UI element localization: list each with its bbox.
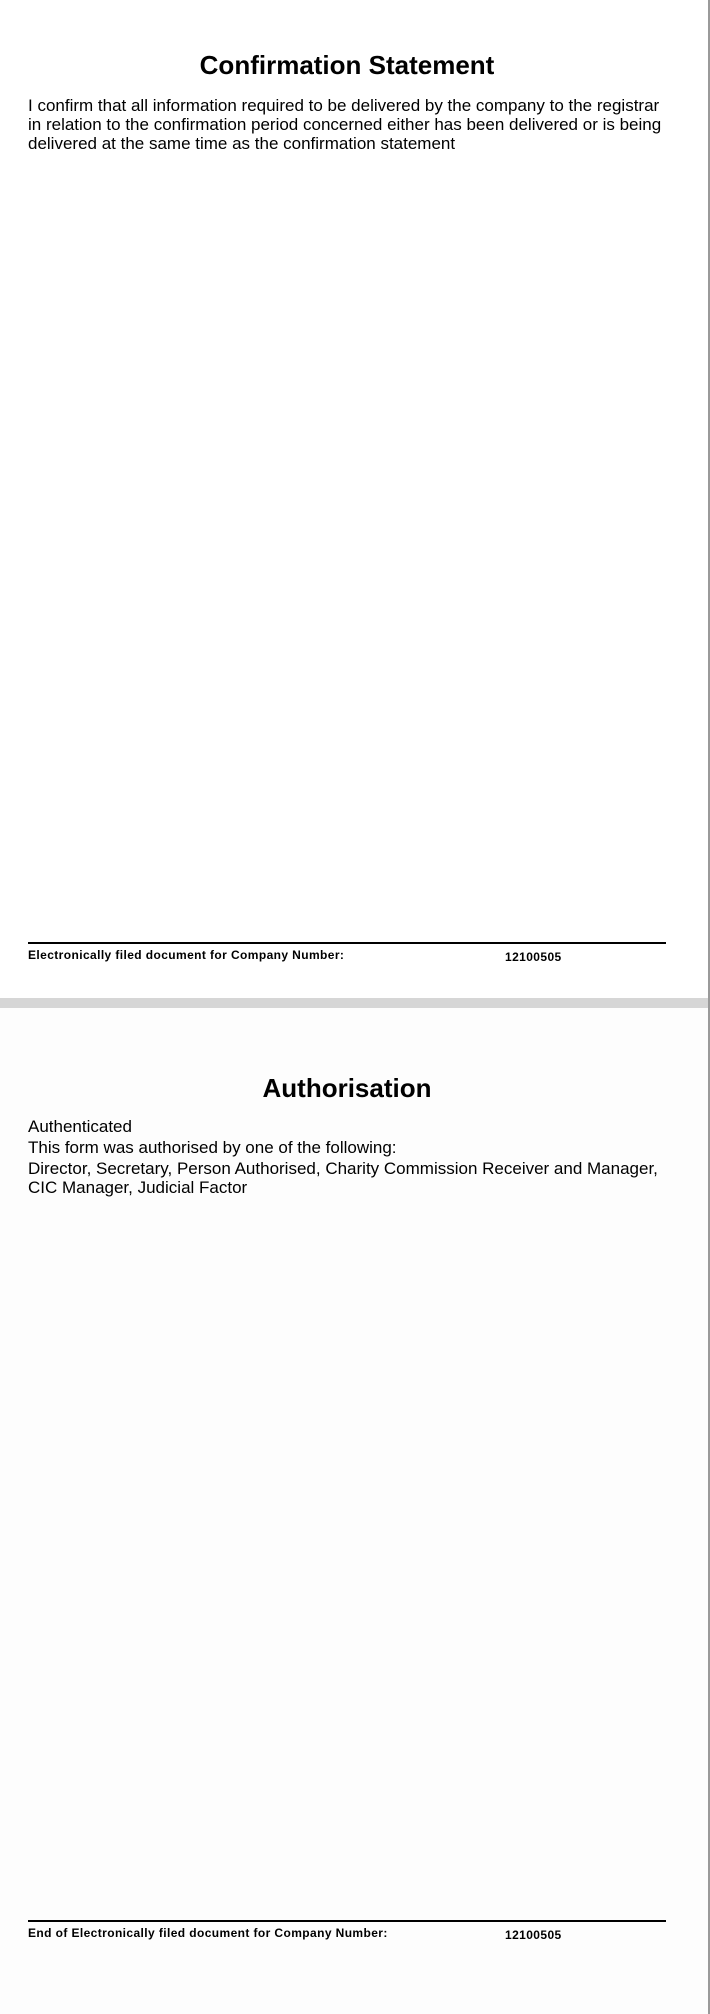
authorised-by-text: This form was authorised by one of the following: (28, 1138, 397, 1157)
page-title: Confirmation Statement (199, 50, 495, 80)
page-title: Authorisation (262, 1073, 432, 1103)
footer-label: Electronically filed document for Company Number: (28, 948, 345, 962)
footer-label: End of Electronically filed document for Company Number: (28, 1926, 388, 1940)
page-footer (28, 1920, 666, 1940)
authorisation-block (28, 1117, 668, 1199)
page-footer (28, 942, 666, 962)
confirmation-text: I confirm that all information required to be delivered by the company to the registrar in relation to the confirmation period concerned either has been delivered or is being delivered at the same time as the confirmation statement (28, 96, 662, 153)
authoriser-roles-text: Director, Secretary, Person Authorised, Charity Commission Receiver and Manager, CIC Manager, Judicial Factor (28, 1159, 658, 1197)
company-number: 12100505 (505, 1928, 562, 1942)
company-number: 12100505 (505, 950, 562, 964)
page-confirmation-statement (0, 0, 708, 998)
authenticated-text: Authenticated (28, 1117, 132, 1136)
page-authorisation (0, 1008, 708, 2014)
